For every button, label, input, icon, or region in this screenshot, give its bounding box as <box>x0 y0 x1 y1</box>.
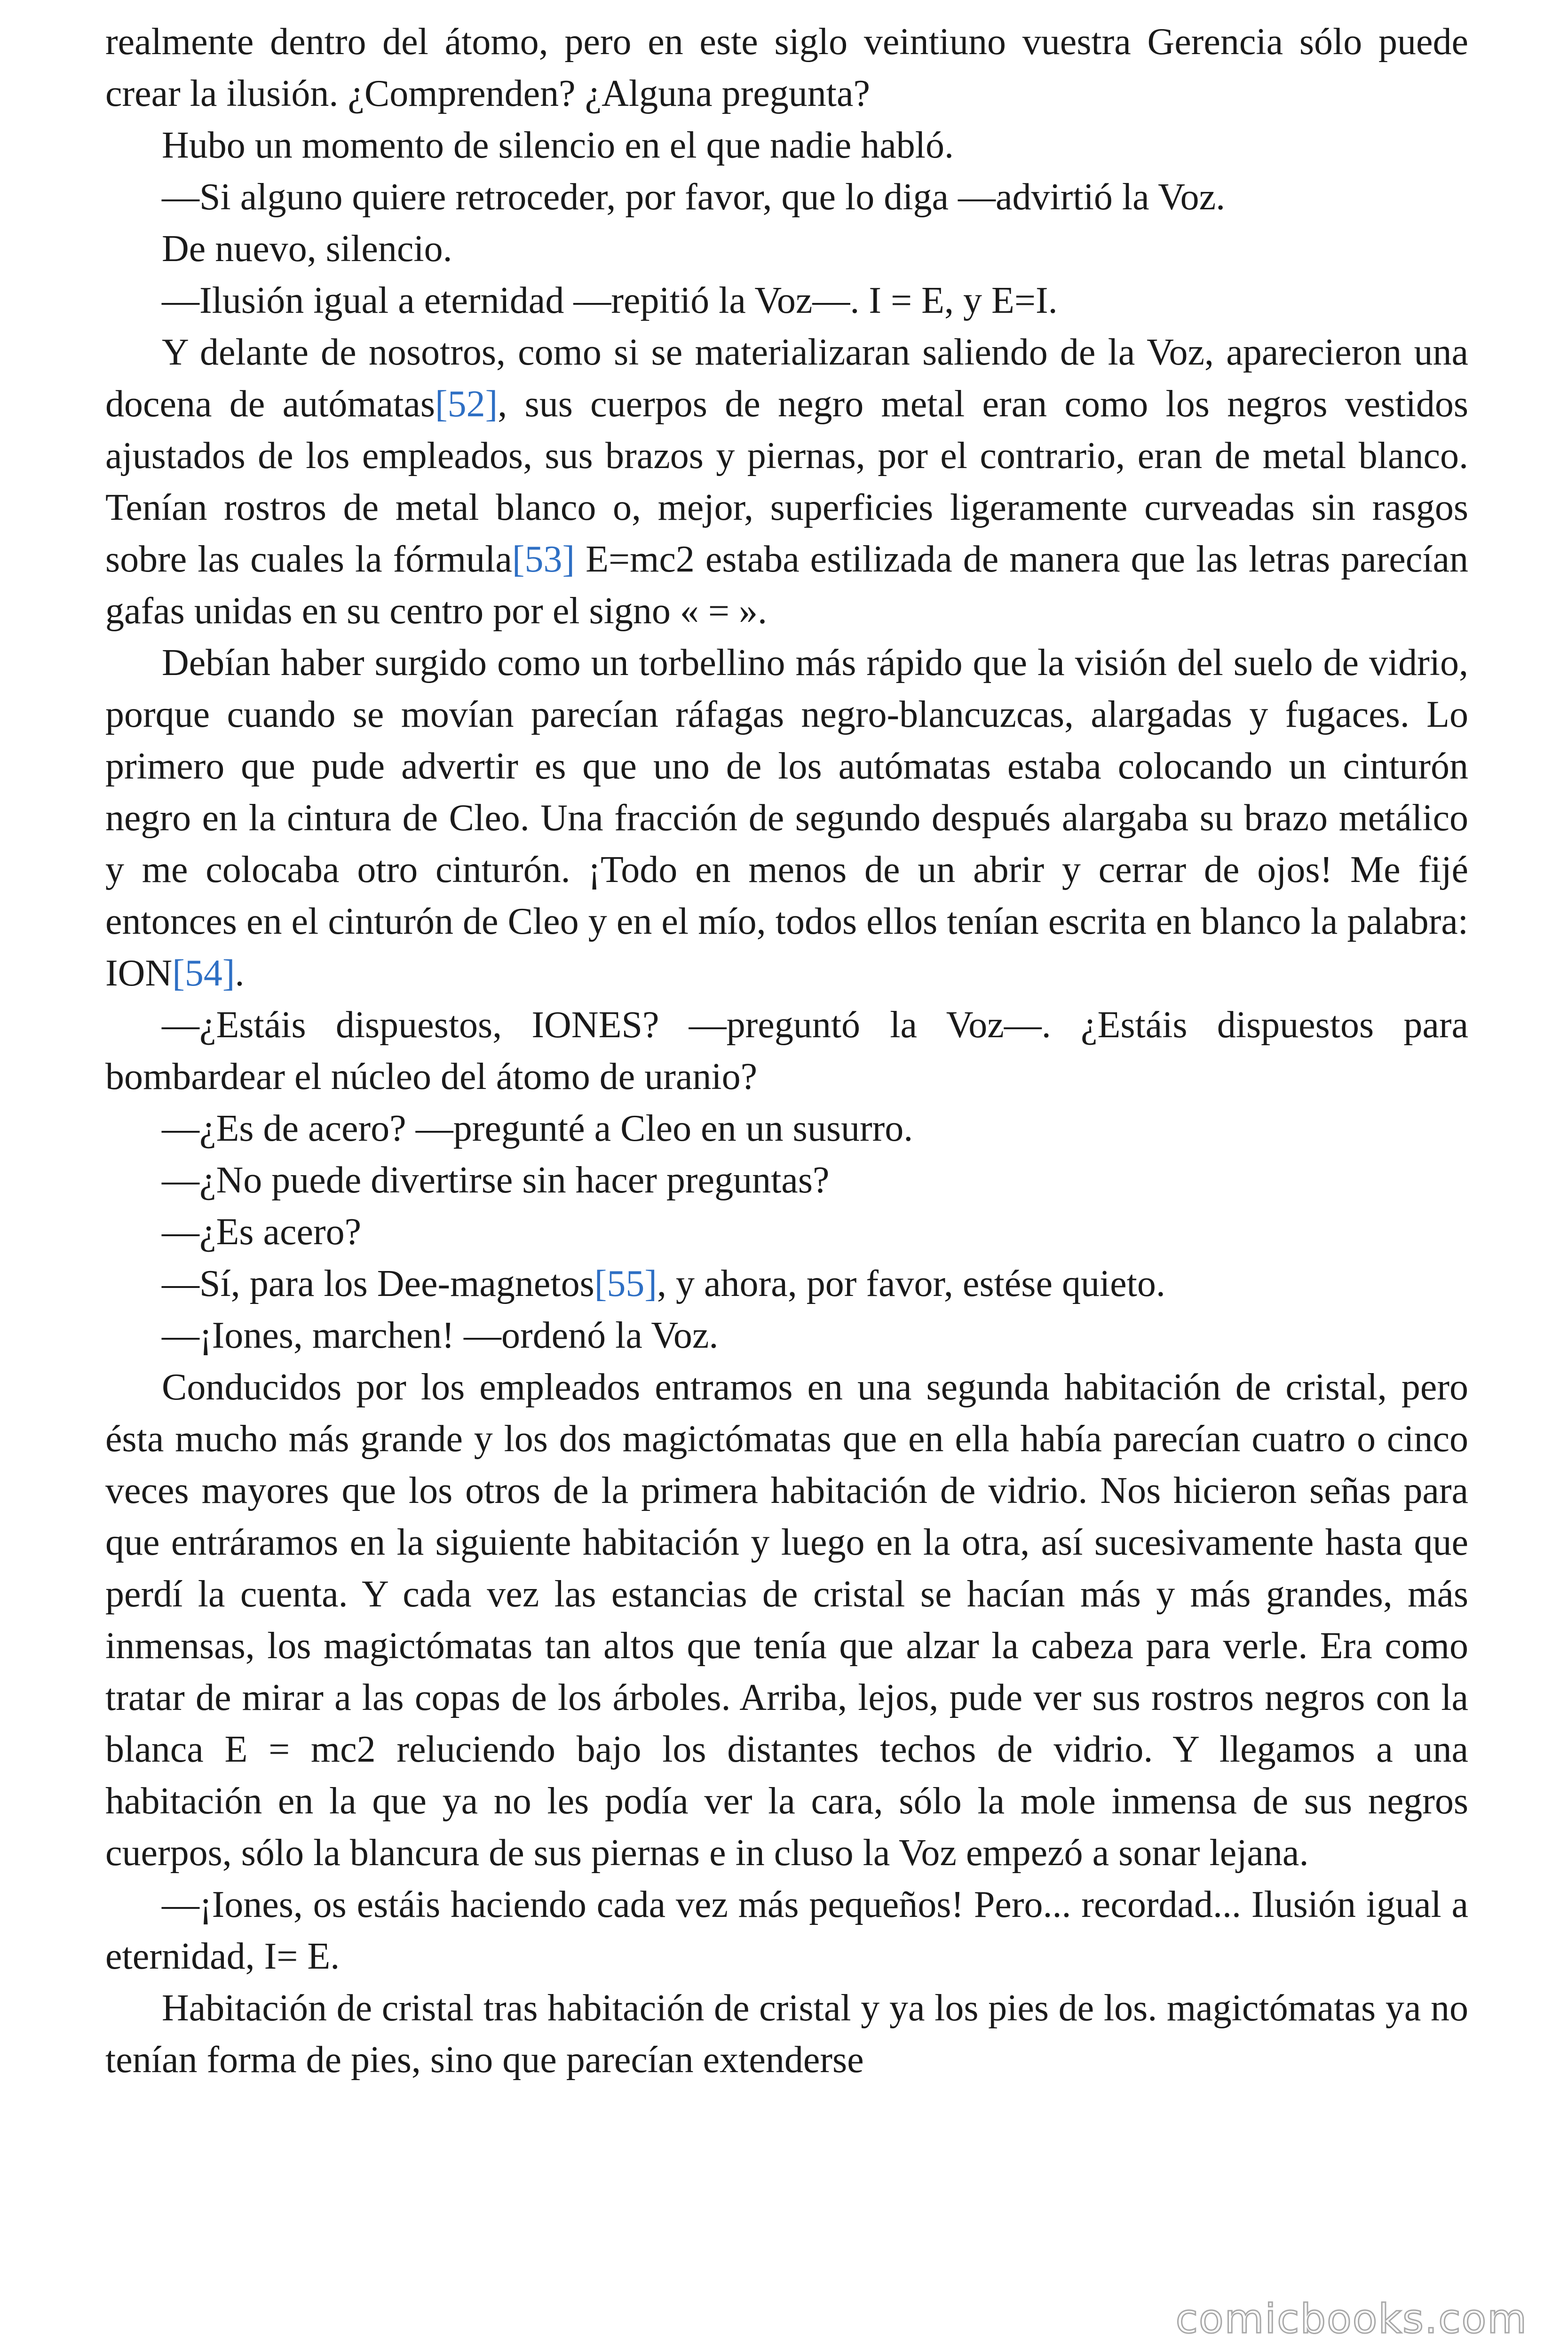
page-text-body <box>105 16 1468 2086</box>
text-run: —¿Es acero? <box>162 1211 362 1253</box>
paragraph <box>105 999 1468 1103</box>
paragraph <box>105 119 1468 171</box>
paragraph <box>105 1154 1468 1206</box>
footnote-link[interactable]: [53] <box>512 539 575 580</box>
paragraph <box>105 1258 1468 1310</box>
paragraph <box>105 1310 1468 1361</box>
text-run: , sus cuerpos de negro metal eran como los negros vestidos ajustados de los empleados, sus brazos y piernas, por el contrario, eran de metal blanco. Tenían rostros de metal blanco o, mejor, superficies ligeramente curveadas sin rasgos sobre las cuales la fórmula <box>105 383 1468 580</box>
paragraph <box>105 637 1468 999</box>
paragraph <box>105 1206 1468 1258</box>
text-run: , y ahora, por favor, estése quieto. <box>657 1263 1165 1304</box>
text-run: —¿Estáis dispuestos, IONES? —preguntó la Voz—. ¿Estáis dispuestos para bombardear el núcleo del átomo de uranio? <box>105 1004 1468 1097</box>
paragraph <box>105 223 1468 275</box>
text-run: —¡Iones, os estáis haciendo cada vez más pequeños! Pero... recordad... Ilusión igual a eternidad, I= E. <box>105 1884 1468 1977</box>
footnote-link[interactable]: [55] <box>594 1263 657 1304</box>
text-run: —¿Es de acero? —pregunté a Cleo en un susurro. <box>162 1108 913 1149</box>
text-run: —Ilusión igual a eternidad —repitió la Voz—. I = E, y E=I. <box>162 280 1058 321</box>
text-run: De nuevo, silencio. <box>162 228 452 270</box>
text-run: —Si alguno quiere retroceder, por favor, que lo diga —advirtió la Voz. <box>162 176 1226 218</box>
footnote-link[interactable]: [54] <box>172 953 235 994</box>
text-run: . <box>235 953 245 994</box>
paragraph <box>105 171 1468 223</box>
text-run: —¡Iones, marchen! —ordenó la Voz. <box>162 1315 719 1356</box>
text-run: Habitación de cristal tras habitación de cristal y ya los pies de los. magictómatas ya no tenían forma de pies, sino que parecían extenderse <box>105 1987 1468 2081</box>
paragraph <box>105 16 1468 119</box>
text-run: Y delante de nosotros, como si se materializaran saliendo de la Voz, aparecieron una docena de autómatas <box>105 332 1468 425</box>
paragraph <box>105 275 1468 326</box>
paragraph <box>105 1982 1468 2086</box>
text-run: —¿No puede divertirse sin hacer preguntas? <box>162 1160 830 1201</box>
text-run: E=mc2 estaba estilizada de manera que las letras parecían gafas unidas en su centro por el signo « = ». <box>105 539 1468 632</box>
text-run: realmente dentro del átomo, pero en este siglo veintiuno vuestra Gerencia sólo puede crear la ilusión. ¿Comprenden? ¿Alguna pregunta? <box>105 21 1468 114</box>
book-page <box>105 16 1468 2086</box>
paragraph <box>105 326 1468 637</box>
text-run: Debían haber surgido como un torbellino más rápido que la visión del suelo de vidrio, porque cuando se movían parecían ráfagas negro-blancuzcas, alargadas y fugaces. Lo primero que pude advertir es que uno de los autómatas estaba colocando un cinturón negro en la cintura de Cleo. Una fracción de segundo después alargaba su brazo metálico y me colocaba otro cinturón. ¡Todo en menos de un abrir y cerrar de ojos! Me fijé entonces en el cinturón de Cleo y en el mío, todos ellos tenían escrita en blanco la palabra: ION <box>105 642 1468 994</box>
paragraph <box>105 1103 1468 1154</box>
watermark: comicbooks.com <box>1175 2296 1528 2343</box>
text-run: Hubo un momento de silencio en el que nadie habló. <box>162 125 954 166</box>
text-run: —Sí, para los Dee-magnetos <box>162 1263 594 1304</box>
paragraph <box>105 1879 1468 1982</box>
paragraph <box>105 1361 1468 1879</box>
footnote-link[interactable]: [52] <box>435 383 498 425</box>
text-run: Conducidos por los empleados entramos en una segunda habitación de cristal, pero ésta mucho más grande y los dos magictómatas que en ella había parecían cuatro o cinco veces mayores que los otros de la primera habitación de vidrio. Nos hicieron señas para que entráramos en la siguiente habitación y luego en la otra, así sucesivamente hasta que perdí la cuenta. Y cada vez las estancias de cristal se hacían más y más grandes, más inmensas, los magictómatas tan altos que tenía que alzar la cabeza para verle. Era como tratar de mirar a las copas de los árboles. Arriba, lejos, pude ver sus rostros negros con la blanca E = mc2 reluciendo bajo los distantes techos de vidrio. Y llegamos a una habitación en la que ya no les podía ver la cara, sólo la mole inmensa de sus negros cuerpos, sólo la blancura de sus piernas e in cluso la Voz empezó a sonar lejana. <box>105 1367 1468 1874</box>
